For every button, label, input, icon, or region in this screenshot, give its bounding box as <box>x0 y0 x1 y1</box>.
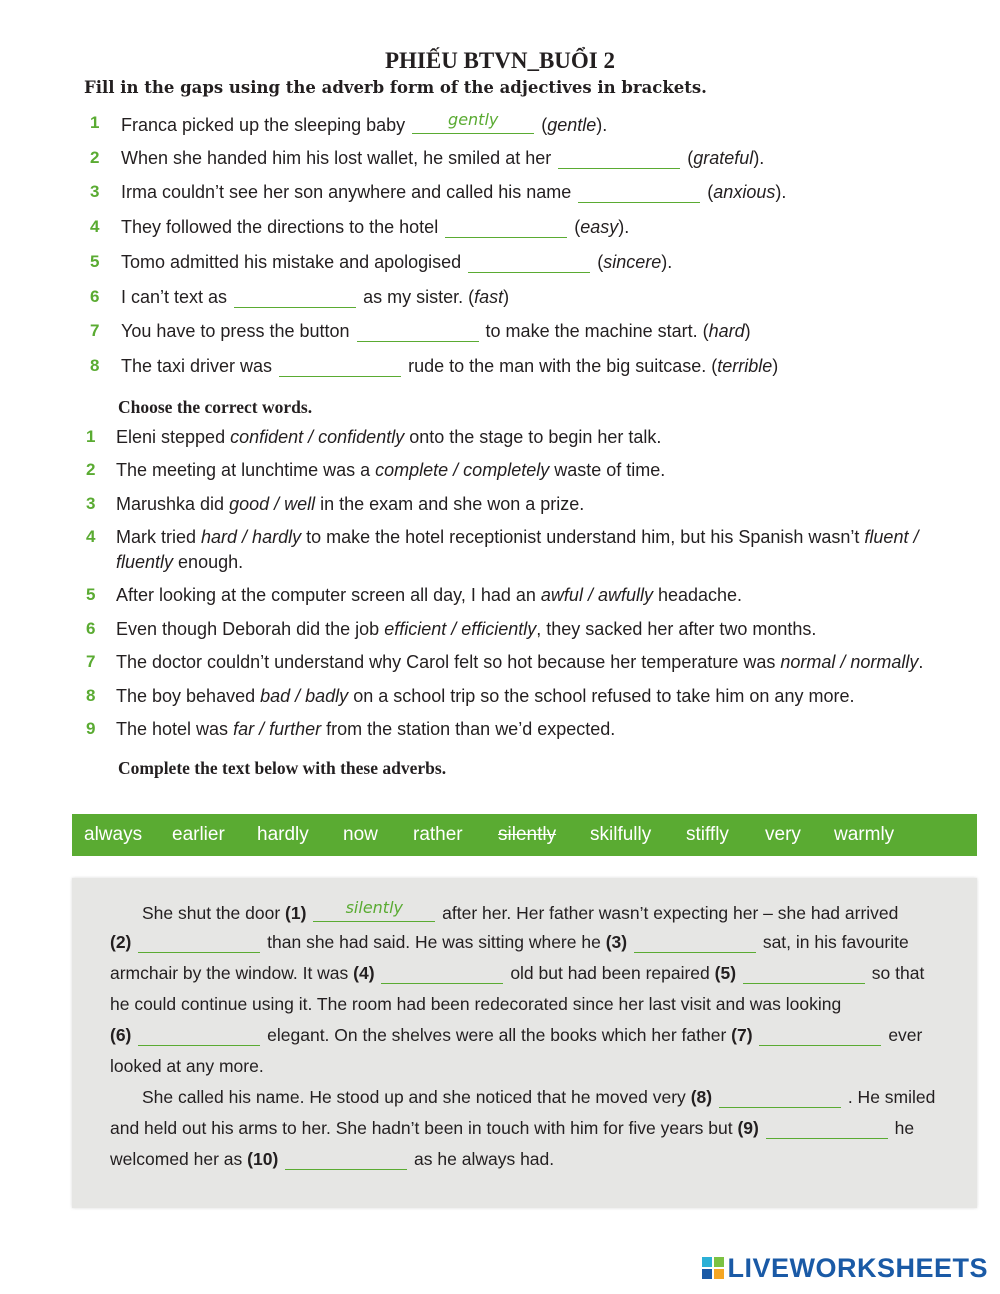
ex1-example-answer: gently <box>412 115 534 134</box>
ex2-item: Marushka did good / well in the exam and she won a prize. <box>116 494 585 514</box>
word-bank-item: skilfully <box>590 824 652 845</box>
liveworksheets-logo-icon <box>702 1257 724 1279</box>
gap-2-input[interactable] <box>138 934 260 953</box>
gap-10-input[interactable] <box>285 1151 407 1170</box>
ex2-instruction: Choose the correct words. <box>118 397 313 417</box>
text-passage <box>72 878 977 1208</box>
gap-8-input[interactable] <box>719 1089 841 1108</box>
ex2-item: The boy behaved bad / badly on a school trip so the school refused to take him on any more. <box>116 686 855 706</box>
passage-line: looked at any more. <box>110 1056 264 1076</box>
ex1-item: Franca picked up the sleeping baby gently (gentle). <box>121 110 608 135</box>
ex2-item-continued: fluently enough. <box>116 552 244 572</box>
ex2-choice[interactable]: normal / normally <box>780 652 919 672</box>
word-bank <box>72 814 977 856</box>
ex1-item-number: 8 <box>90 355 100 375</box>
liveworksheets-logo: LIVEWORKSHEETS <box>702 1253 988 1284</box>
ex2-item: The doctor couldn’t understand why Carol felt so hot because her temperature was normal / normally. <box>116 652 924 672</box>
word-bank-item: hardly <box>257 824 309 845</box>
ex1-gap-input[interactable] <box>279 358 401 377</box>
gap-3-input[interactable] <box>634 934 756 953</box>
ex1-gap-input[interactable] <box>357 323 479 342</box>
ex1-item: You have to press the button to make the machine start. (hard) <box>121 320 751 342</box>
ex2-item: The hotel was far / further from the station than we’d expected. <box>116 719 616 739</box>
ex1-item-number: 2 <box>90 147 100 167</box>
ex1-item-number: 1 <box>90 113 100 132</box>
ex2-choice[interactable]: fluent / <box>864 527 919 547</box>
ex1-gap-input[interactable] <box>578 184 700 203</box>
ex1-item: Tomo admitted his mistake and apologised (sincere). <box>121 251 672 273</box>
ex2-choice[interactable]: confident / confidently <box>230 427 405 447</box>
ex1-item-number: 3 <box>90 182 100 202</box>
ex1-gap-input[interactable] <box>558 150 680 169</box>
ex1-item-number: 5 <box>90 251 100 271</box>
ex2-item-number: 3 <box>86 494 96 513</box>
passage-line: She called his name. He stood up and she noticed that he moved very (8) . He smiled <box>142 1086 935 1108</box>
ex1-item: Irma couldn’t see her son anywhere and called his name (anxious). <box>121 181 786 203</box>
ex2-item-number: 1 <box>86 427 96 446</box>
ex2-item-number: 5 <box>86 585 96 604</box>
ex2-choice[interactable]: hard / hardly <box>201 527 302 547</box>
word-bank-item: stiffly <box>686 824 729 845</box>
passage-line: (6) elegant. On the shelves were all the books which her father (7) ever <box>110 1024 922 1046</box>
ex2-item: The meeting at lunchtime was a complete / completely waste of time. <box>116 460 666 480</box>
passage-line: She shut the door (1) silently after her. Her father wasn’t expecting her – she had arrived <box>142 898 899 923</box>
passage-line: and held out his arms to her. She hadn’t been in touch with him for five years but (9) he <box>110 1117 914 1139</box>
gap-5-input[interactable] <box>743 965 865 984</box>
ex1-item: When she handed him his lost wallet, he smiled at her (grateful). <box>121 147 764 169</box>
page-title: PHIẾU BTVN_BUỔI 2 <box>384 48 616 73</box>
gap-1-answer: silently <box>313 903 435 922</box>
ex2-item-number: 8 <box>86 686 96 705</box>
ex2-choice[interactable]: good / well <box>229 494 316 514</box>
ex1-item-number: 4 <box>90 217 100 237</box>
gap-6-input[interactable] <box>138 1027 260 1046</box>
word-bank-item: earlier <box>172 824 225 845</box>
word-bank-item-struck: silently <box>498 824 557 845</box>
gap-4-input[interactable] <box>381 965 503 984</box>
ex1-item: The taxi driver was rude to the man with the big suitcase. (terrible) <box>121 355 778 377</box>
word-bank-item: warmly <box>834 824 895 845</box>
ex3-instruction: Complete the text below with these adverbs. <box>118 758 447 778</box>
ex2-choice[interactable]: far / further <box>233 719 322 739</box>
ex2-choice[interactable]: bad / badly <box>260 686 349 706</box>
passage-line: (2) than she had said. He was sitting where he (3) sat, in his favourite <box>110 931 909 953</box>
ex1-item: They followed the directions to the hotel (easy). <box>121 216 629 238</box>
word-bank-item: now <box>343 824 378 845</box>
ex2-item: After looking at the computer screen all day, I had an awful / awfully headache. <box>116 585 743 605</box>
ex2-item-number: 4 <box>86 527 96 546</box>
word-bank-item: very <box>765 824 801 845</box>
ex2-choice[interactable]: awful / awfully <box>540 585 653 605</box>
ex1-instruction: Fill in the gaps using the adverb form of the adjectives in brackets. <box>84 78 707 97</box>
ex1-item-number: 6 <box>90 286 100 306</box>
ex1-item: I can’t text as as my sister. (fast) <box>121 286 509 308</box>
passage-line: welcomed her as (10) as he always had. <box>110 1148 554 1170</box>
ex2-item-number: 6 <box>86 619 96 638</box>
ex2-choice[interactable]: efficient / efficiently <box>384 619 537 639</box>
ex2-item-number: 7 <box>86 652 96 671</box>
ex2-item: Even though Deborah did the job efficient / efficiently, they sacked her after two months. <box>116 619 817 639</box>
ex1-gap-input[interactable] <box>234 289 356 308</box>
ex2-choice[interactable]: fluently <box>116 552 174 572</box>
gap-9-input[interactable] <box>766 1120 888 1139</box>
gap-7-input[interactable] <box>759 1027 881 1046</box>
passage-line: armchair by the window. It was (4) old but had been repaired (5) so that <box>110 962 924 984</box>
ex2-item-number: 2 <box>86 460 96 479</box>
passage-line: he could continue using it. The room had been redecorated since her last visit and was looking <box>110 994 842 1014</box>
ex2-item: Eleni stepped confident / confidently onto the stage to begin her talk. <box>116 427 662 447</box>
ex1-gap-input[interactable] <box>468 254 590 273</box>
ex2-item: Mark tried hard / hardly to make the hotel receptionist understand him, but his Spanish wasn’t fluent / <box>116 527 919 547</box>
ex2-item-number: 9 <box>86 719 96 738</box>
ex2-choice[interactable]: complete / completely <box>375 460 550 480</box>
word-bank-item: always <box>84 824 143 845</box>
ex1-item-number: 7 <box>90 321 100 341</box>
word-bank-item: rather <box>413 824 463 845</box>
ex1-gap-input[interactable] <box>445 219 567 238</box>
